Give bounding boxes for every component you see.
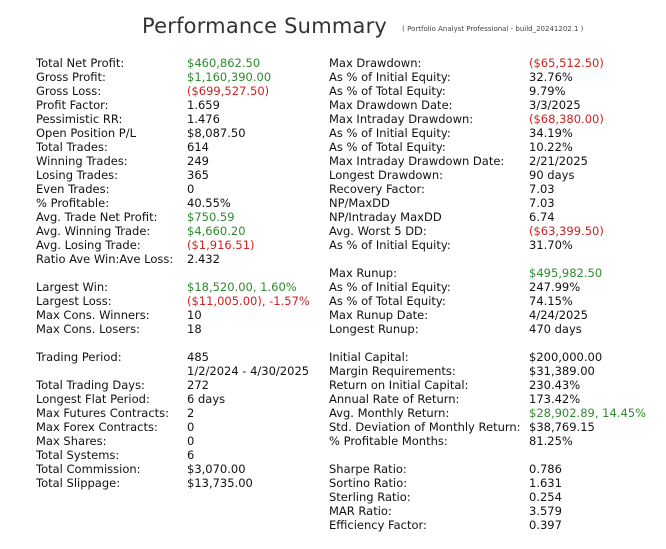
metric-label: Open Position P/L [36,126,137,140]
metric-value: 10.22% [529,140,573,154]
metric-value: 0 [187,420,195,434]
metric-label: Even Trades: [36,182,110,196]
metric-value: 6 days [187,392,226,406]
metric-label: Pessimistic RR: [36,112,123,126]
metric-label: Initial Capital: [329,350,409,364]
metric-value: 0 [187,434,195,448]
metric-label: Annual Rate of Return: [329,392,460,406]
metric-value: $38,769.15 [529,420,595,434]
metric-label: Max Cons. Losers: [36,322,140,336]
metric-value: 9.79% [529,84,566,98]
metric-value: 614 [187,140,209,154]
metric-value: ($1,916.51) [187,238,255,252]
metric-label: Std. Deviation of Monthly Return: [329,420,521,434]
metric-label: Total Systems: [36,448,120,462]
metric-value: $31,389.00 [529,364,595,378]
metric-value: 7.03 [529,182,555,196]
metric-value: 18 [187,322,202,336]
page-title: Performance Summary [142,14,388,38]
metric-value: 0.254 [529,490,562,504]
metric-value: 40.55% [187,196,231,210]
metric-label: NP/MaxDD [329,196,390,210]
metric-label: Max Futures Contracts: [36,406,170,420]
metric-value: $750.59 [187,210,235,224]
metric-value: 230.43% [529,378,581,392]
metric-value: 0.786 [529,462,562,476]
metric-label: % Profitable Months: [329,434,448,448]
metric-label: Max Intraday Drawdown Date: [329,154,505,168]
metric-value: 485 [187,350,209,364]
metric-value: $28,902.89, 14.45% [529,406,647,420]
metric-label: As % of Total Equity: [329,294,446,308]
metric-label: Total Trading Days: [36,378,145,392]
metric-value: 470 days [529,322,582,336]
metric-value: $495,982.50 [529,266,603,280]
metric-value: 1.631 [529,476,562,490]
metric-value: $13,735.00 [187,476,253,490]
metric-value: 1/2/2024 - 4/30/2025 [187,364,310,378]
metric-value: 3.579 [529,504,562,518]
metric-value: ($65,512.50) [529,56,604,70]
metric-label: Max Forex Contracts: [36,420,158,434]
metric-label: Efficiency Factor: [329,518,427,532]
metric-value: 6.74 [529,210,555,224]
metric-label: Trading Period: [36,350,122,364]
metric-label: Longest Runup: [329,322,419,336]
metric-value: $3,070.00 [187,462,246,476]
metric-label: Max Drawdown Date: [329,98,453,112]
metric-value: 247.99% [529,280,581,294]
metric-label: Avg. Monthly Return: [329,406,450,420]
metric-label: Profit Factor: [36,98,109,112]
metric-label: Gross Loss: [36,84,102,98]
metric-label: Longest Flat Period: [36,392,150,406]
metric-value: 173.42% [529,392,581,406]
metric-label: Return on Initial Capital: [329,378,469,392]
metric-value: ($63,399.50) [529,224,604,238]
metric-label: As % of Initial Equity: [329,238,451,252]
metric-label: Winning Trades: [36,154,128,168]
metric-value: 2/21/2025 [529,154,588,168]
metric-label: Avg. Winning Trade: [36,224,151,238]
metric-label: Max Intraday Drawdown: [329,112,474,126]
metric-label: As % of Total Equity: [329,140,446,154]
metric-value: 2 [187,406,195,420]
metric-label: Sharpe Ratio: [329,462,407,476]
metric-value: ($699,527.50) [187,84,270,98]
metric-label: Sterling Ratio: [329,490,411,504]
metric-label: As % of Initial Equity: [329,280,451,294]
metric-value: 10 [187,308,202,322]
metric-label: Longest Drawdown: [329,168,444,182]
metric-value: 4/24/2025 [529,308,588,322]
metric-value: 365 [187,168,209,182]
metric-value: 0.397 [529,518,562,532]
metric-label: MAR Ratio: [329,504,392,518]
metric-label: Max Drawdown: [329,56,422,70]
metric-value: 249 [187,154,209,168]
metric-value: $200,000.00 [529,350,603,364]
build-subtitle: ( Portfolio Analyst Professional - build_20241202.1 ) [402,25,584,33]
metric-value: 1.659 [187,98,220,112]
metric-value: 1.476 [187,112,220,126]
metric-value: 32.76% [529,70,573,84]
metric-value: $18,520.00, 1.60% [187,280,297,294]
metric-label: As % of Initial Equity: [329,70,451,84]
metric-label: Max Cons. Winners: [36,308,150,322]
metric-label: Largest Win: [36,280,108,294]
metric-label: Total Slippage: [36,476,121,490]
report-header [142,14,583,38]
metric-value: 34.19% [529,126,573,140]
metric-label: NP/Intraday MaxDD [329,210,442,224]
metric-value: 74.15% [529,294,573,308]
metric-label: Sortino Ratio: [329,476,408,490]
metric-label: Total Net Profit: [36,56,125,70]
metric-label: Total Trades: [36,140,108,154]
metric-label: Largest Loss: [36,294,112,308]
metric-label: Margin Requirements: [329,364,456,378]
metric-label: Gross Profit: [36,70,106,84]
metric-label: Max Shares: [36,434,107,448]
metric-value: $460,862.50 [187,56,261,70]
metric-value: 272 [187,378,209,392]
metric-value: ($11,005.00), -1.57% [187,294,310,308]
metric-value: 3/3/2025 [529,98,581,112]
metric-value: 6 [187,448,195,462]
metric-label: Max Runup Date: [329,308,429,322]
metric-value: 7.03 [529,196,555,210]
metric-label: Recovery Factor: [329,182,425,196]
metric-label: Total Commission: [36,462,141,476]
metric-label: As % of Total Equity: [329,84,446,98]
metric-label: Losing Trades: [36,168,119,182]
metric-label: Ratio Ave Win:Ave Loss: [36,252,174,266]
metric-value: $8,087.50 [187,126,246,140]
metric-label: Max Runup: [329,266,397,280]
metric-value: ($68,380.00) [529,112,604,126]
metric-value: 2.432 [187,252,220,266]
metric-value: 31.70% [529,238,573,252]
metric-value: 0 [187,182,195,196]
metric-label: Avg. Worst 5 DD: [329,224,427,238]
metric-value: $1,160,390.00 [187,70,272,84]
metric-label: % Profitable: [36,196,110,210]
metric-value: 90 days [529,168,575,182]
metric-label: As % of Initial Equity: [329,126,451,140]
metric-value: 81.25% [529,434,573,448]
metric-label: Avg. Losing Trade: [36,238,141,252]
metric-value: $4,660.20 [187,224,246,238]
metric-label: Avg. Trade Net Profit: [36,210,158,224]
